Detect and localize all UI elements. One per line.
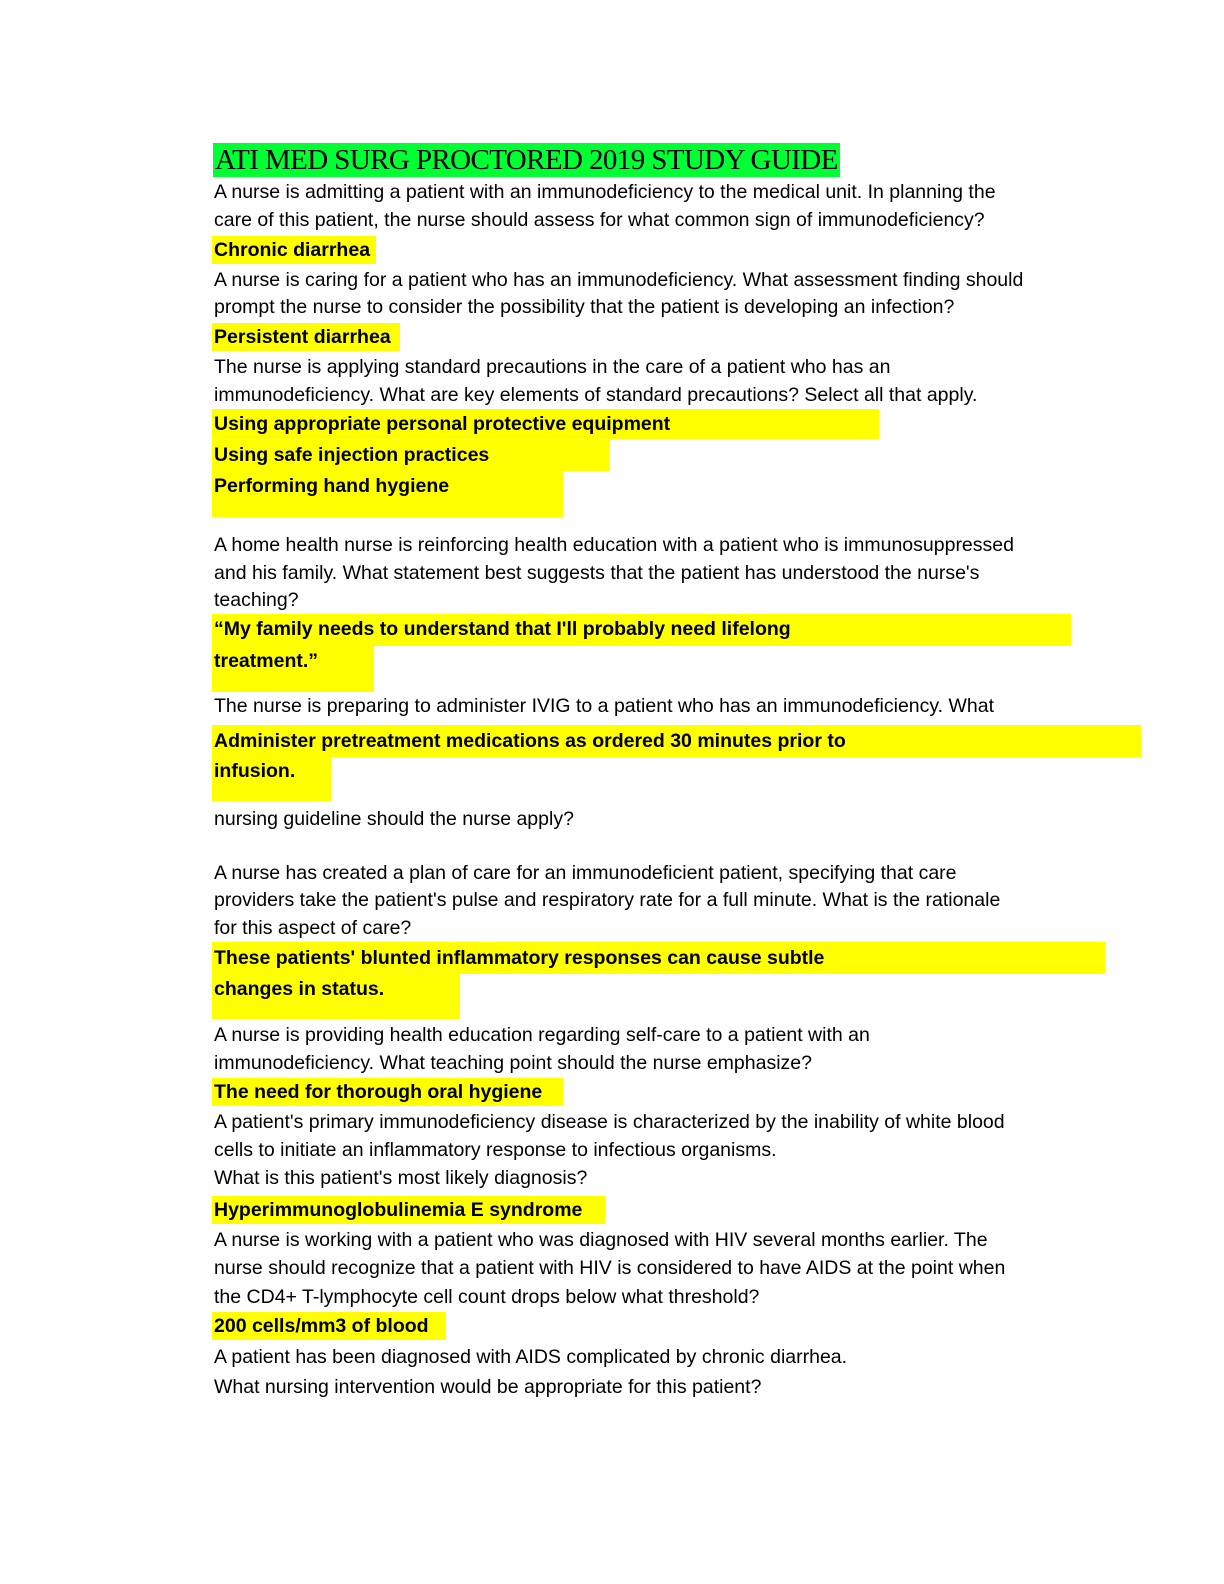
question-5-line-1: The nurse is preparing to administer IVIG to a patient who has an immunodeficiency. What bbox=[214, 695, 995, 717]
answer-8: Hyperimmunoglobulinemia E syndrome bbox=[214, 1199, 583, 1221]
question-1-line-1: A nurse is admitting a patient with an immunodeficiency to the medical unit. In planning the bbox=[214, 181, 996, 203]
answer-1: Chronic diarrhea bbox=[214, 239, 371, 261]
question-4-line-2: and his family. What statement best suggests that the patient has understood the nurse's bbox=[214, 562, 980, 584]
question-4-line-3: teaching? bbox=[214, 589, 299, 611]
answer-3a: Using appropriate personal protective equipment bbox=[214, 413, 671, 435]
question-8-line-3: What is this patient's most likely diagnosis? bbox=[214, 1167, 588, 1189]
question-6-line-2: providers take the patient's pulse and respiratory rate for a full minute. What is the rationale bbox=[214, 889, 1001, 911]
answer-2: Persistent diarrhea bbox=[214, 326, 391, 348]
question-10-line-2: What nursing intervention would be appropriate for this patient? bbox=[214, 1376, 762, 1398]
question-9-line-2: nurse should recognize that a patient with HIV is considered to have AIDS at the point when bbox=[214, 1257, 1006, 1279]
question-2-line-2: prompt the nurse to consider the possibility that the patient is developing an infection? bbox=[214, 296, 955, 318]
answer-9: 200 cells/mm3 of blood bbox=[214, 1315, 429, 1337]
question-1-line-2: care of this patient, the nurse should assess for what common sign of immunodeficiency? bbox=[214, 209, 985, 231]
question-6-line-1: A nurse has created a plan of care for an immunodeficient patient, specifying that care bbox=[214, 862, 957, 884]
answer-4-line-1: “My family needs to understand that I'll probably need lifelong bbox=[214, 618, 791, 640]
question-7-line-1: A nurse is providing health education regarding self-care to a patient with an bbox=[214, 1024, 870, 1046]
question-5-line-2: nursing guideline should the nurse apply? bbox=[214, 808, 574, 830]
answer-5-line-1: Administer pretreatment medications as ordered 30 minutes prior to bbox=[214, 730, 846, 752]
question-2-line-1: A nurse is caring for a patient who has an immunodeficiency. What assessment finding should bbox=[214, 269, 1024, 291]
question-8-line-1: A patient's primary immunodeficiency disease is characterized by the inability of white blood bbox=[214, 1111, 1005, 1133]
answer-6-line-1: These patients' blunted inflammatory responses can cause subtle bbox=[214, 947, 825, 969]
answer-4-line-2: treatment.” bbox=[214, 650, 319, 672]
answer-3c: Performing hand hygiene bbox=[214, 475, 450, 497]
question-10-line-1: A patient has been diagnosed with AIDS complicated by chronic diarrhea. bbox=[214, 1346, 848, 1368]
question-8-line-2: cells to initiate an inflammatory response to infectious organisms. bbox=[214, 1139, 777, 1161]
page-title: ATI MED SURG PROCTORED 2019 STUDY GUIDE bbox=[215, 144, 838, 176]
question-9-line-1: A nurse is working with a patient who was diagnosed with HIV several months earlier. The bbox=[214, 1229, 988, 1251]
question-3-line-2: immunodeficiency. What are key elements of standard precautions? Select all that apply. bbox=[214, 384, 978, 406]
question-7-line-2: immunodeficiency. What teaching point should the nurse emphasize? bbox=[214, 1052, 812, 1074]
answer-7: The need for thorough oral hygiene bbox=[214, 1081, 543, 1103]
question-9-line-3: the CD4+ T-lymphocyte cell count drops below what threshold? bbox=[214, 1286, 760, 1308]
question-4-line-1: A home health nurse is reinforcing health education with a patient who is immunosuppressed bbox=[214, 534, 1014, 556]
question-3-line-1: The nurse is applying standard precautions in the care of a patient who has an bbox=[214, 356, 891, 378]
answer-6-line-2: changes in status. bbox=[214, 978, 385, 1000]
question-6-line-3: for this aspect of care? bbox=[214, 917, 412, 939]
answer-5-line-2: infusion. bbox=[214, 760, 296, 782]
answer-3b: Using safe injection practices bbox=[214, 444, 490, 466]
